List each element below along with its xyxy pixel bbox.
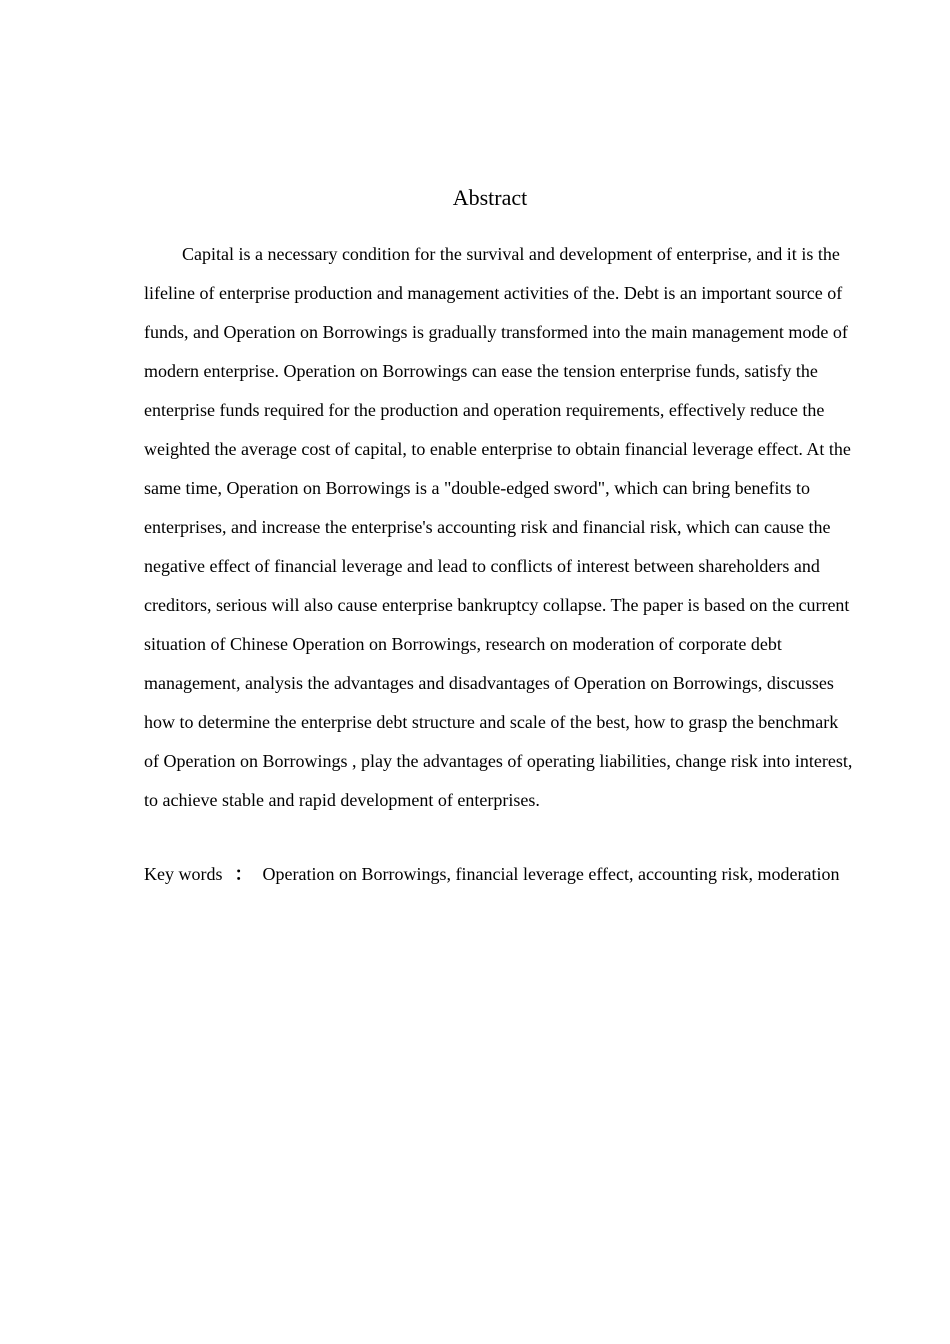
keywords-separator: ： bbox=[234, 864, 253, 884]
abstract-title: Abstract bbox=[452, 185, 528, 210]
keywords-text: Operation on Borrowings, financial leverage effect, accounting risk, moderation bbox=[262, 864, 840, 884]
keywords-line bbox=[144, 855, 856, 894]
keywords-label: Key words bbox=[144, 864, 223, 884]
abstract-body: Capital is a necessary condition for the survival and development of enterprise, and it is the lifeline of enterprise production and management activities of the. Debt is an important source of funds, and Operation on Borrowings is gradually transformed into the main management mode of modern enterprise. Operation on Borrowings can ease the tension enterprise funds, satisfy the enterprise funds required for the production and operation requirements, effectively reduce the weighted the average cost of capital, to enable enterprise to obtain financial leverage effect. At the same time, Operation on Borrowings is a "double-edged sword", which can bring benefits to enterprises, and increase the enterprise's accounting risk and financial risk, which can cause the negative effect of financial leverage and lead to conflicts of interest between shareholders and creditors, serious will also cause enterprise bankruptcy collapse. The paper is based on the current situation of Chinese Operation on Borrowings, research on moderation of corporate debt management, analysis the advantages and disadvantages of Operation on Borrowings, discusses how to determine the enterprise debt structure and scale of the best, how to grasp the benchmark of Operation on Borrowings , play the advantages of operating liabilities, change risk into interest, to achieve stable and rapid development of enterprises. bbox=[144, 244, 853, 810]
